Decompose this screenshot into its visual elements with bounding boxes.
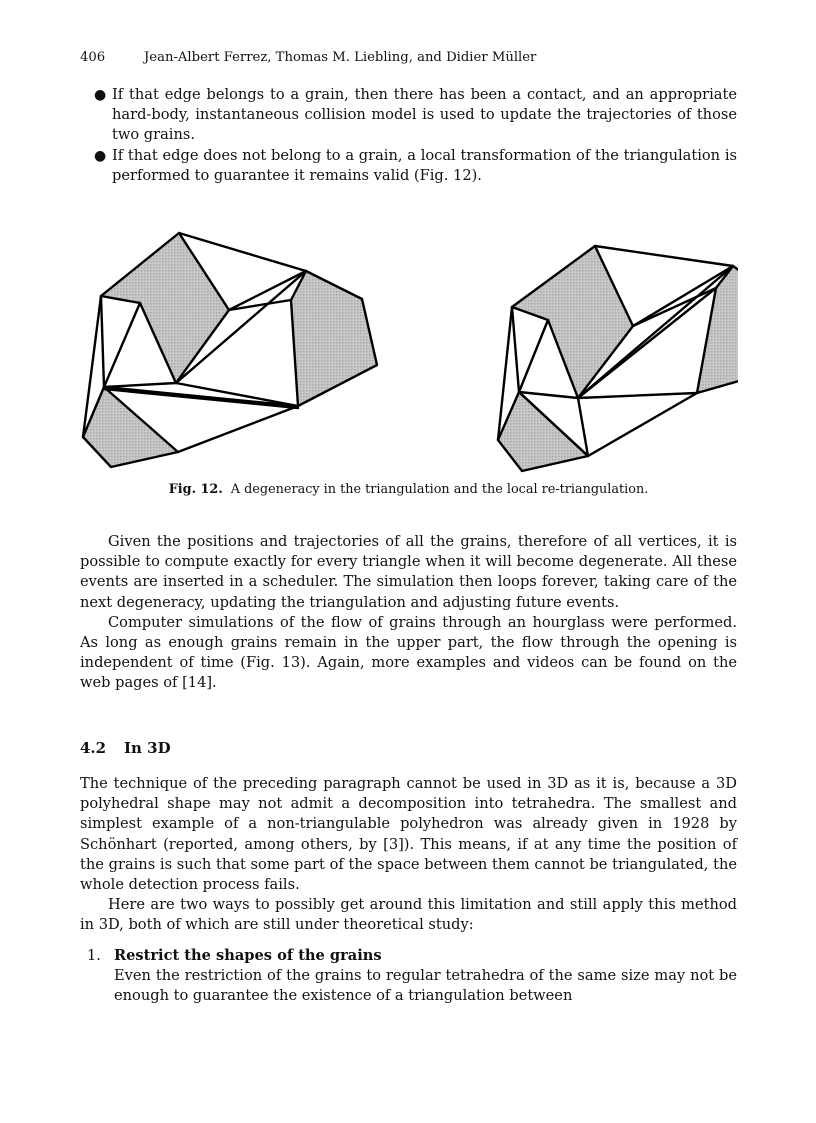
triangulation-after (498, 246, 738, 471)
enum-item (80, 946, 737, 1007)
page-number: 406 (80, 50, 106, 65)
body-block-b (80, 774, 737, 936)
body-block-a (80, 532, 737, 694)
grain-right-bottom (498, 392, 588, 471)
triangulation-before (83, 233, 377, 467)
enum-body: Even the restriction of the grains to regular tetrahedra of the same size may not be enough to guarantee the existence of a triangulation between (114, 967, 737, 1005)
enum-marker: 1. (87, 947, 101, 964)
section-heading (80, 739, 171, 757)
grain-left-bottom (83, 387, 178, 467)
paragraph: Here are two ways to possibly get around this limitation and still apply this method in 3D, both of which are still under theoretical study: (80, 896, 737, 934)
caption-text: A degeneracy in the triangulation and the local re-triangulation. (230, 482, 649, 497)
bullet-text: If that edge does not belong to a grain, a local transformation of the triangulation is performed to guarantee it remains valid (Fig. 12). (112, 146, 737, 184)
grain-right-top (512, 246, 633, 398)
grain-left-right (291, 271, 377, 406)
bullet-icon: ● (94, 147, 107, 164)
bullet-item (80, 146, 737, 186)
paragraph: Given the positions and trajectories of all the grains, therefore of all vertices, it is possible to compute exactly for every triangle when it will become degenerate. All these events are inserted in a scheduler. The simulation then loops forever, taking care of the next degeneracy, updating the triangulation and adjusting future events. (80, 533, 737, 611)
bullet-item (80, 85, 737, 146)
bullet-list (80, 85, 737, 186)
bullet-text: If that edge belongs to a grain, then there has been a contact, and an appropriate hard-body, instantaneous collision model is used to update the trajectories of those two grains. (112, 86, 737, 144)
figure-12 (78, 222, 738, 480)
running-authors: Jean-Albert Ferrez, Thomas M. Liebling, and Didier Müller (144, 50, 537, 65)
running-header (80, 50, 740, 65)
enum-title: Restrict the shapes of the grains (114, 947, 382, 964)
figure-caption (80, 482, 737, 497)
section-number: 4.2 (80, 739, 107, 757)
section-title: In 3D (124, 739, 171, 757)
bullet-icon: ● (94, 87, 107, 103)
enumeration-block (80, 946, 737, 1007)
enumerated-list (80, 946, 737, 1007)
paragraph: Computer simulations of the flow of grains through an hourglass were performed. As long as enough grains remain in the upper part, the flow through the opening is independent of time (Fig. 13). Again, more examples and videos can be found on the web pages of [14]. (80, 613, 737, 692)
bullet-list-block (80, 85, 737, 186)
grain-left-top (101, 233, 229, 383)
paragraph: The technique of the preceding paragraph cannot be used in 3D as it is, because a 3D polyhedral shape may not admit a decomposition into tetrahedra. The smallest and simplest example of a non-triangulable polyhedron was already given in 1928 by Schönhart (reported, among others, by [3]). This means, if at any time the position of the grains is such that some part of the space between them cannot be triangulated, the whole detection process fails. (80, 775, 737, 894)
triangulation-figure (78, 222, 738, 480)
caption-label: Fig. 12. (168, 482, 223, 497)
